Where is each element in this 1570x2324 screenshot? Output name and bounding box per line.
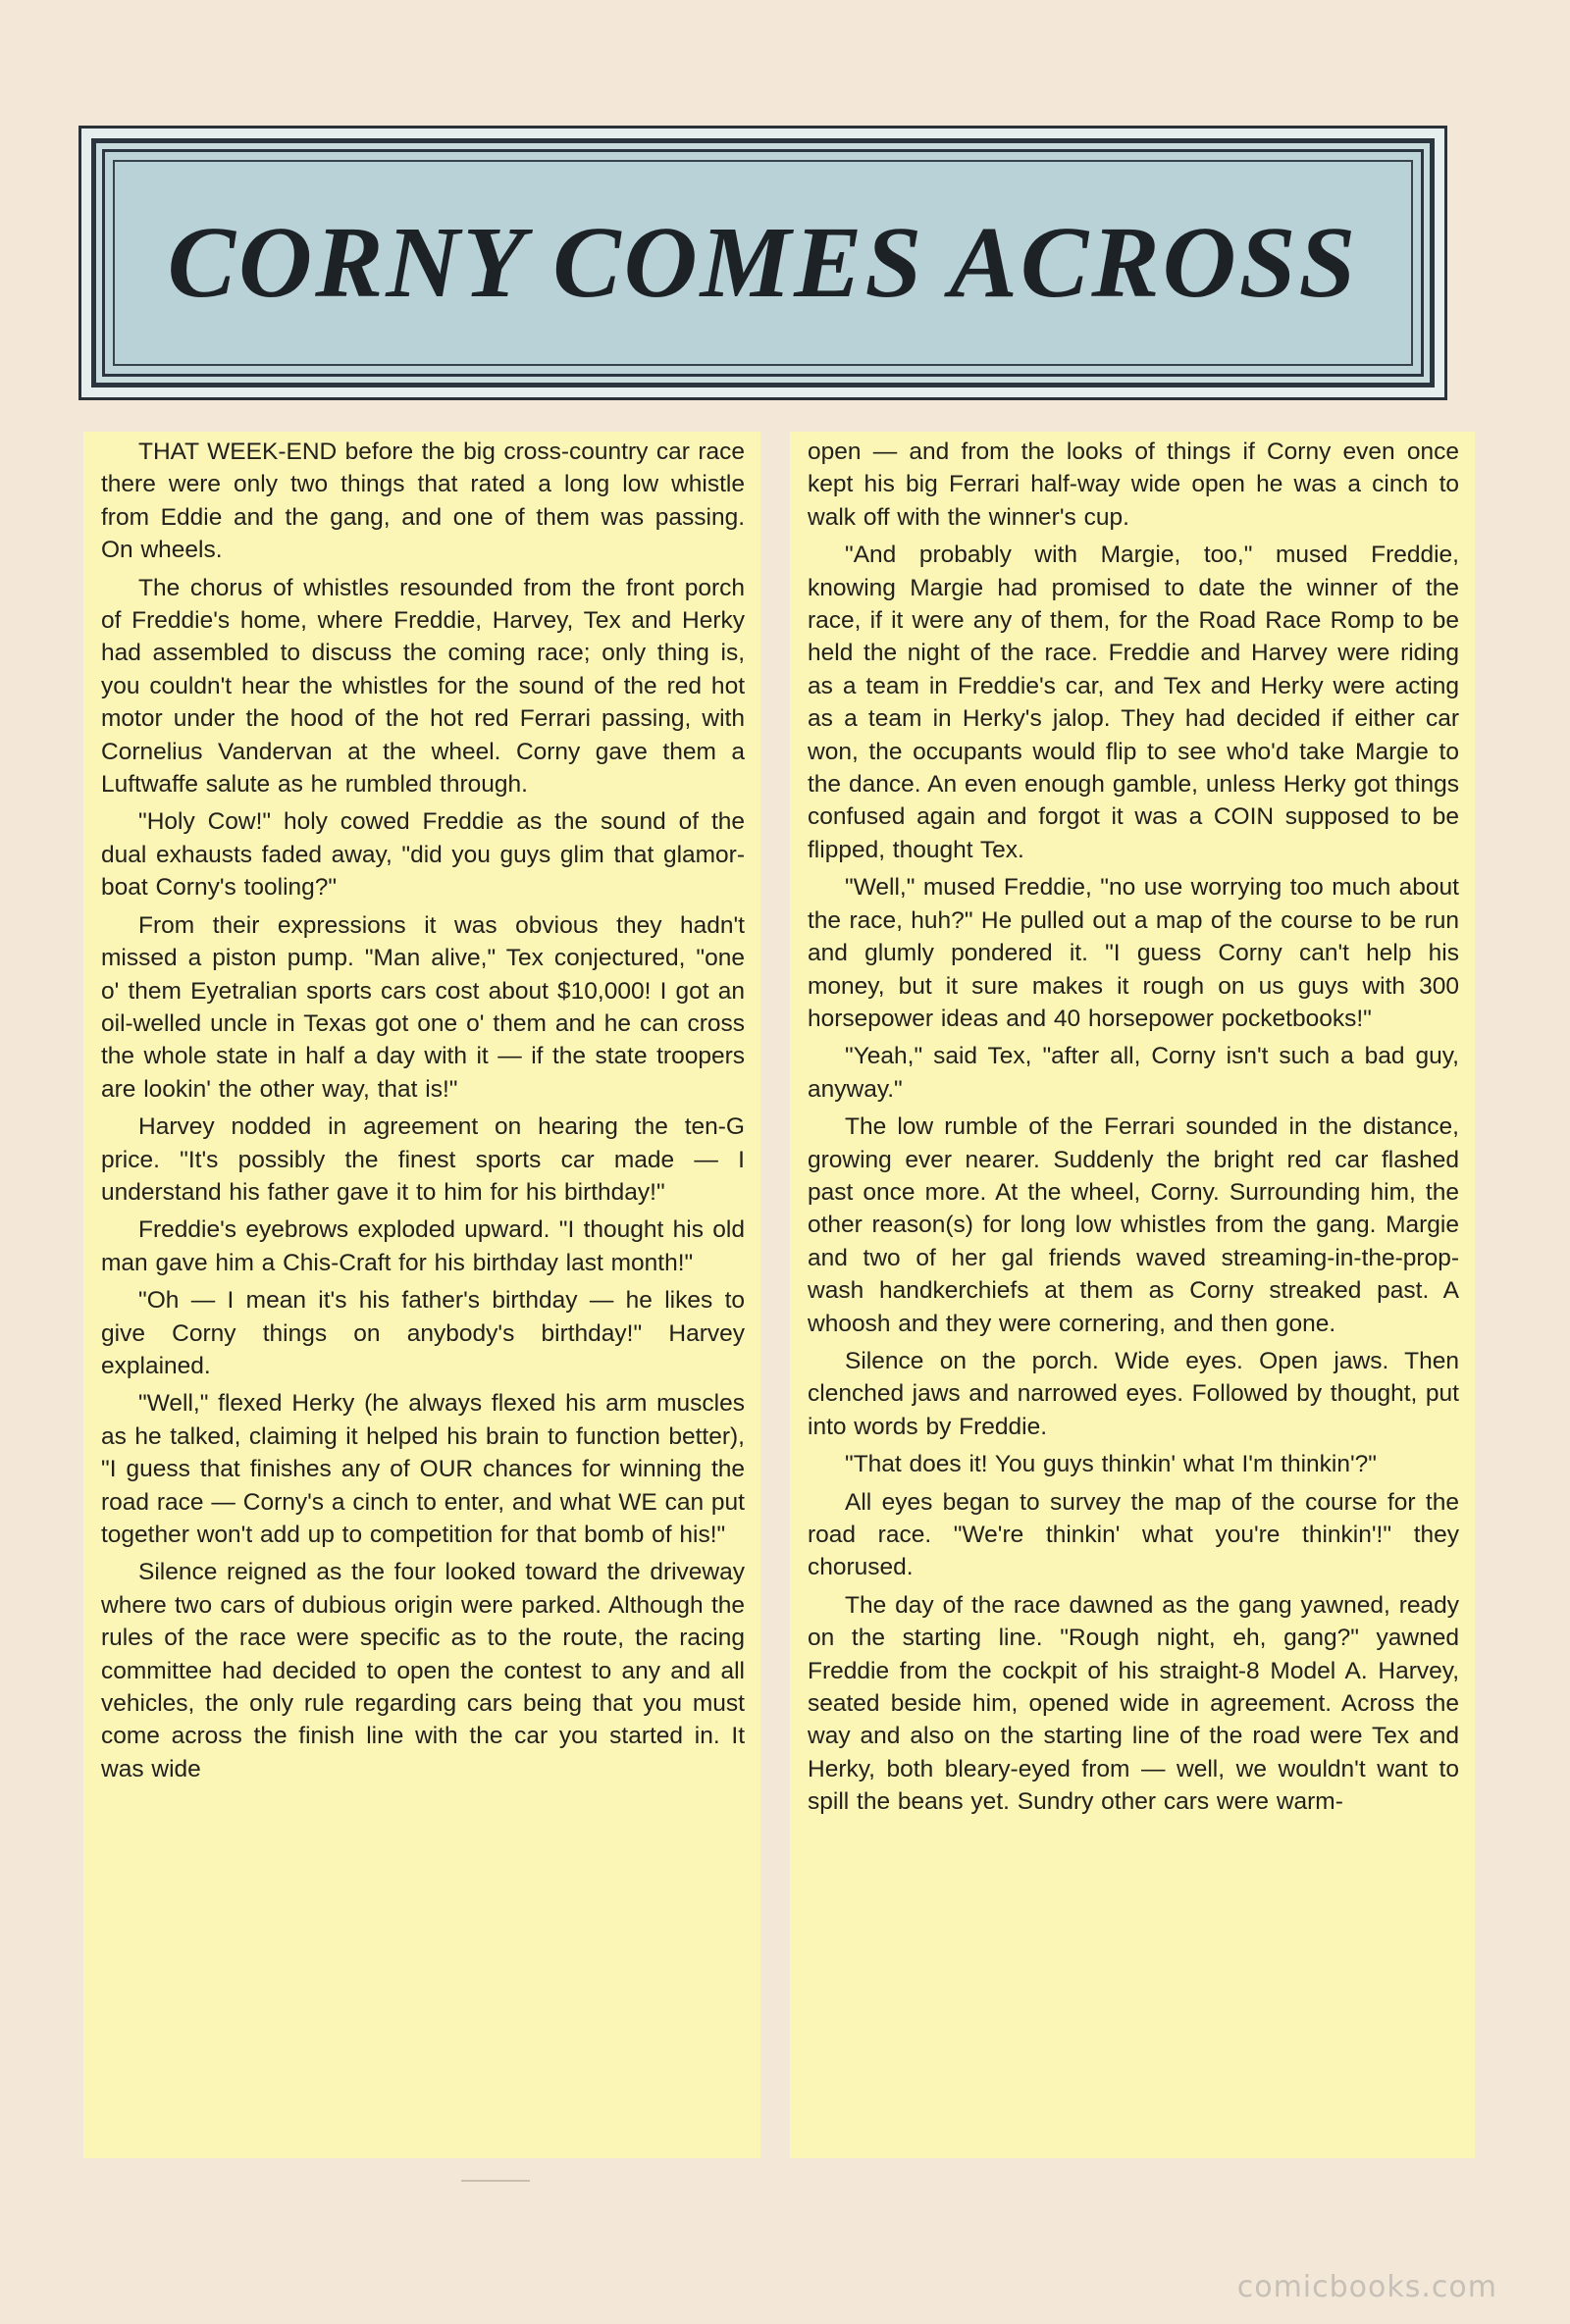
paragraph: "And probably with Margie, too," mused Freddie, knowing Margie had promised to date the winner of the race, if it were any of them, for the Road Race Romp to be held the night of the race. Freddie and Harvey were riding as a team in Freddie's car, and Tex and Herky were acting as a team in Herky's jalop. They had decided if either car won, the occupants would flip to see who'd take Margie to the dance. An even enough gamble, unless Herky got things confused again and forgot it was a COIN supposed to be flipped, thought Tex.	[808, 542, 1459, 863]
paragraph-continued: open — and from the looks of things if Corny even once kept his big Ferrari half-way wide open he was a cinch to walk off with the winner's cup.	[808, 439, 1459, 531]
paragraph: "That does it! You guys thinkin' what I'm thinkin'?"	[845, 1451, 1377, 1478]
paragraph: "Oh — I mean it's his father's birthday — he likes to give Corny things on anybody's birthday!" Harvey explained.	[101, 1287, 745, 1379]
paragraph: "Well," flexed Herky (he always flexed his arm muscles as he talked, claiming it helped his brain to function better), "I guess that finishes any of OUR chances for winning the road race — Corny's a cinch to enter, and what WE can put together won't add up to competition for that bomb of his!"	[101, 1390, 745, 1548]
paragraph: "Well," mused Freddie, "no use worrying too much about the race, huh?" He pulled out a map of the course to be run and glumly pondered it. "I guess Corny can't help his money, but it sure makes it rough on us guys with 300 horsepower ideas and 40 horsepower pocketbooks!"	[808, 874, 1459, 1032]
text-column-right	[790, 432, 1475, 2158]
paragraph: The chorus of whistles resounded from the front porch of Freddie's home, where Freddie, Harvey, Tex and Herky had assembled to discuss the coming race; only thing is, you couldn't hear the whistles for the sound of the red hot motor under the hood of the hot red Ferrari passing, with Cornelius Vandervan at the wheel. Corny gave them a Luftwaffe salute as he rumbled through.	[101, 574, 745, 799]
text-column-left	[83, 432, 760, 2158]
title-plate	[113, 160, 1413, 366]
paragraph: THAT WEEK-END before the big cross-country car race there were only two things that rated a long low whistle from Eddie and the gang, and one of them was passing. On wheels.	[101, 439, 745, 564]
paragraph: Freddie's eyebrows exploded upward. "I thought his old man gave him a Chis-Craft for his birthday last month!"	[101, 1216, 745, 1276]
paragraph: "Holy Cow!" holy cowed Freddie as the sound of the dual exhausts faded away, "did you guys glim that glamor-boat Corny's tooling?"	[101, 808, 745, 902]
paragraph: Silence reigned as the four looked toward the driveway where two cars of dubious origin were parked. Although the rules of the race were specific as to the route, the racing committee had decided to open the contest to any and all vehicles, the only rule regarding cars being that you must come across the finish line with the car you started in. It was wide	[101, 1559, 745, 1782]
paragraph: Silence on the porch. Wide eyes. Open jaws. Then clenched jaws and narrowed eyes. Followed by thought, put into words by Freddie.	[808, 1347, 1459, 1440]
story-title: CORNY COMES ACROSS	[167, 206, 1359, 319]
paragraph: All eyes began to survey the map of the course for the road race. "We're thinkin' what you're thinkin'!" they chorused.	[808, 1488, 1459, 1581]
title-banner	[78, 126, 1447, 400]
paragraph: "Yeah," said Tex, "after all, Corny isn't such a bad guy, anyway."	[808, 1043, 1459, 1103]
paragraph: The low rumble of the Ferrari sounded in the distance, growing ever nearer. Suddenly the bright red car flashed past once more. At the wheel, Corny. Surrounding him, the other reason(s) for long low whistles from the gang. Margie and two of her gal friends waved streaming-in-the-prop-wash handkerchiefs at them as Corny streaked past. A whoosh and they were cornering, and then gone.	[808, 1113, 1459, 1337]
paragraph: The day of the race dawned as the gang yawned, ready on the starting line. "Rough night, eh, gang?" yawned Freddie from the cockpit of his straight-8 Model A. Harvey, seated beside him, opened wide in agreement. Across the way and also on the starting line of the road were Tex and Herky, both bleary-eyed from — well, we wouldn't want to spill the beans yet. Sundry other cars were warm-	[808, 1591, 1459, 1816]
paragraph: From their expressions it was obvious they hadn't missed a piston pump. "Man alive," Tex conjectured, "one o' them Eyetralian sports cars cost about $10,000! I got an oil-welled uncle in Texas got one o' them and he can cross the whole state in half a day with it — if the state troopers are lookin' the other way, that is!"	[101, 911, 745, 1103]
paragraph: Harvey nodded in agreement on hearing the ten-G price. "It's possibly the finest sports car made — I understand his father gave it to him for his birthday!"	[101, 1113, 745, 1206]
footer-divider	[461, 2180, 530, 2182]
site-watermark: comicbooks.com	[1236, 2270, 1497, 2304]
